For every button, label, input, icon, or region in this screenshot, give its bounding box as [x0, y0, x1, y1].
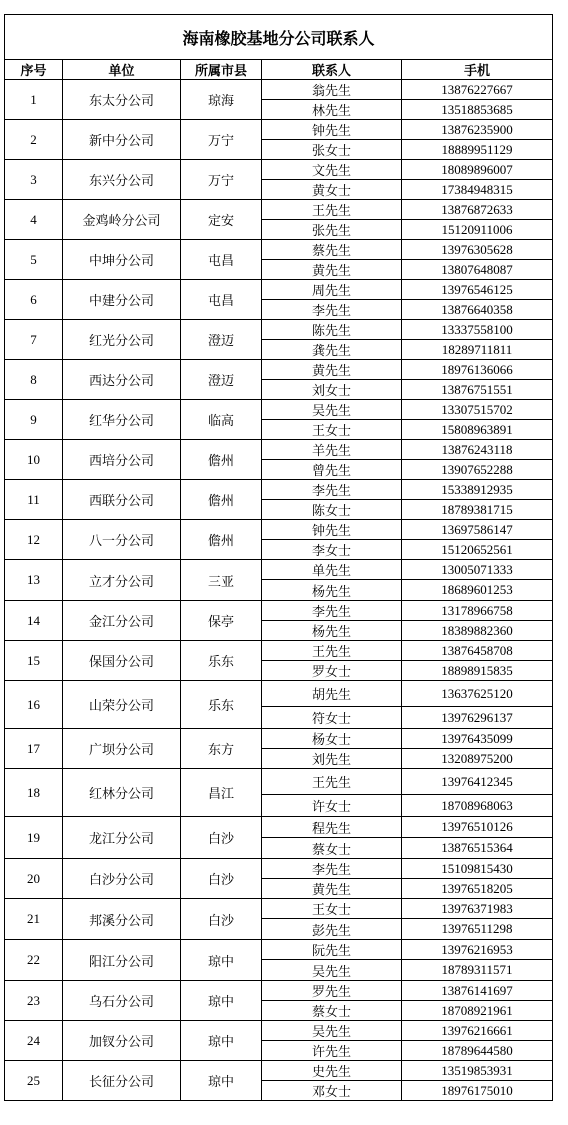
row-number: 22 [5, 940, 63, 981]
contact-name: 杨先生 [262, 580, 402, 601]
phone-number: 13876141697 [402, 981, 553, 1001]
row-number: 10 [5, 440, 63, 480]
contact-name: 蔡先生 [262, 240, 402, 260]
contact-name: 李先生 [262, 480, 402, 500]
unit-name: 西联分公司 [63, 480, 181, 520]
table-row [5, 817, 553, 838]
phone-number: 13337558100 [402, 320, 553, 340]
city-name: 儋州 [181, 520, 262, 560]
phone-number: 15338912935 [402, 480, 553, 500]
unit-name: 山荣分公司 [63, 681, 181, 729]
table-row [5, 480, 553, 500]
row-number: 3 [5, 160, 63, 200]
table-row [5, 520, 553, 540]
city-name: 澄迈 [181, 360, 262, 400]
unit-name: 邦溪分公司 [63, 899, 181, 940]
row-number: 15 [5, 641, 63, 681]
unit-name: 红光分公司 [63, 320, 181, 360]
column-header-contact: 联系人 [262, 60, 402, 80]
table-row [5, 641, 553, 661]
contact-name: 王女士 [262, 420, 402, 440]
row-number: 14 [5, 601, 63, 641]
table-row [5, 400, 553, 420]
contact-name: 杨先生 [262, 621, 402, 641]
contact-name: 吴先生 [262, 1021, 402, 1041]
city-name: 琼海 [181, 80, 262, 120]
phone-number: 13876872633 [402, 200, 553, 220]
table-row [5, 120, 553, 140]
phone-number: 18789644580 [402, 1041, 553, 1061]
contact-name: 王先生 [262, 641, 402, 661]
row-number: 25 [5, 1061, 63, 1101]
city-name: 屯昌 [181, 240, 262, 280]
unit-name: 金鸡岭分公司 [63, 200, 181, 240]
row-number: 2 [5, 120, 63, 160]
contact-name: 陈女士 [262, 500, 402, 520]
contact-name: 曾先生 [262, 460, 402, 480]
phone-number: 18389882360 [402, 621, 553, 641]
phone-number: 13976510126 [402, 817, 553, 838]
city-name: 白沙 [181, 817, 262, 859]
phone-number: 15808963891 [402, 420, 553, 440]
city-name: 三亚 [181, 560, 262, 601]
phone-number: 18789381715 [402, 500, 553, 520]
phone-number: 13807648087 [402, 260, 553, 280]
contact-name: 刘先生 [262, 749, 402, 769]
phone-number: 17384948315 [402, 180, 553, 200]
unit-name: 乌石分公司 [63, 981, 181, 1021]
table-row [5, 899, 553, 919]
row-number: 18 [5, 769, 63, 817]
phone-number: 18089896007 [402, 160, 553, 180]
contact-name: 符女士 [262, 707, 402, 729]
contact-name: 单先生 [262, 560, 402, 580]
table-row [5, 981, 553, 1001]
phone-number: 18898915835 [402, 661, 553, 681]
table-row [5, 1021, 553, 1041]
unit-name: 立才分公司 [63, 560, 181, 601]
contact-name: 翁先生 [262, 80, 402, 100]
table-row [5, 601, 553, 621]
city-name: 东方 [181, 729, 262, 769]
city-name: 琼中 [181, 981, 262, 1021]
phone-number: 13976518205 [402, 879, 553, 899]
phone-number: 18889951129 [402, 140, 553, 160]
row-number: 19 [5, 817, 63, 859]
row-number: 21 [5, 899, 63, 940]
unit-name: 龙江分公司 [63, 817, 181, 859]
row-number: 17 [5, 729, 63, 769]
phone-number: 13876227667 [402, 80, 553, 100]
contact-name: 林先生 [262, 100, 402, 120]
city-name: 定安 [181, 200, 262, 240]
contact-name: 张先生 [262, 220, 402, 240]
table-row [5, 940, 553, 960]
column-header-phone: 手机 [402, 60, 553, 80]
row-number: 13 [5, 560, 63, 601]
contact-name: 王先生 [262, 200, 402, 220]
phone-number: 13519853931 [402, 1061, 553, 1081]
row-number: 11 [5, 480, 63, 520]
unit-name: 保国分公司 [63, 641, 181, 681]
column-header-unit: 单位 [63, 60, 181, 80]
unit-name: 东太分公司 [63, 80, 181, 120]
phone-number: 15109815430 [402, 859, 553, 879]
contact-name: 蔡女士 [262, 838, 402, 859]
contact-name: 王先生 [262, 769, 402, 795]
row-number: 24 [5, 1021, 63, 1061]
unit-name: 广坝分公司 [63, 729, 181, 769]
unit-name: 西达分公司 [63, 360, 181, 400]
contact-name: 陈先生 [262, 320, 402, 340]
unit-name: 新中分公司 [63, 120, 181, 160]
phone-number: 13178966758 [402, 601, 553, 621]
contact-name: 史先生 [262, 1061, 402, 1081]
unit-name: 长征分公司 [63, 1061, 181, 1101]
city-name: 儋州 [181, 440, 262, 480]
phone-number: 18289711811 [402, 340, 553, 360]
phone-number: 13637625120 [402, 681, 553, 707]
phone-number: 13876235900 [402, 120, 553, 140]
phone-number: 13976511298 [402, 919, 553, 940]
table-row [5, 681, 553, 707]
phone-number: 13976435099 [402, 729, 553, 749]
city-name: 澄迈 [181, 320, 262, 360]
phone-number: 13697586147 [402, 520, 553, 540]
phone-number: 13876515364 [402, 838, 553, 859]
table-row [5, 360, 553, 380]
phone-number: 13976412345 [402, 769, 553, 795]
table-row [5, 1061, 553, 1081]
unit-name: 中建分公司 [63, 280, 181, 320]
row-number: 20 [5, 859, 63, 899]
phone-number: 13208975200 [402, 749, 553, 769]
table-row [5, 200, 553, 220]
table-row [5, 80, 553, 100]
phone-number: 13876243118 [402, 440, 553, 460]
city-name: 琼中 [181, 940, 262, 981]
header-row [5, 60, 553, 80]
unit-name: 白沙分公司 [63, 859, 181, 899]
city-name: 万宁 [181, 160, 262, 200]
contact-name: 文先生 [262, 160, 402, 180]
contact-name: 龚先生 [262, 340, 402, 360]
table-row [5, 560, 553, 580]
city-name: 屯昌 [181, 280, 262, 320]
contact-name: 王女士 [262, 899, 402, 919]
contact-name: 邓女士 [262, 1081, 402, 1101]
phone-number: 13976305628 [402, 240, 553, 260]
row-number: 4 [5, 200, 63, 240]
phone-number: 18976175010 [402, 1081, 553, 1101]
city-name: 临高 [181, 400, 262, 440]
contacts-table [4, 14, 553, 1101]
unit-name: 东兴分公司 [63, 160, 181, 200]
contact-name: 黄先生 [262, 360, 402, 380]
row-number: 1 [5, 80, 63, 120]
contact-name: 羊先生 [262, 440, 402, 460]
contact-name: 李先生 [262, 601, 402, 621]
city-name: 乐东 [181, 641, 262, 681]
phone-number: 18689601253 [402, 580, 553, 601]
contact-name: 钟先生 [262, 120, 402, 140]
unit-name: 八一分公司 [63, 520, 181, 560]
table-row [5, 280, 553, 300]
unit-name: 红林分公司 [63, 769, 181, 817]
table-row [5, 440, 553, 460]
contact-name: 黄先生 [262, 879, 402, 899]
row-number: 9 [5, 400, 63, 440]
contact-name: 许先生 [262, 1041, 402, 1061]
table-row [5, 320, 553, 340]
contact-name: 阮先生 [262, 940, 402, 960]
unit-name: 西培分公司 [63, 440, 181, 480]
table-row [5, 769, 553, 795]
phone-number: 13976216661 [402, 1021, 553, 1041]
phone-number: 18789311571 [402, 960, 553, 981]
contact-name: 刘女士 [262, 380, 402, 400]
contact-name: 周先生 [262, 280, 402, 300]
table-row [5, 240, 553, 260]
contact-name: 杨女士 [262, 729, 402, 749]
table-row [5, 160, 553, 180]
contact-name: 罗女士 [262, 661, 402, 681]
phone-number: 15120652561 [402, 540, 553, 560]
contact-name: 吴先生 [262, 960, 402, 981]
contact-name: 张女士 [262, 140, 402, 160]
unit-name: 中坤分公司 [63, 240, 181, 280]
row-number: 23 [5, 981, 63, 1021]
row-number: 8 [5, 360, 63, 400]
contact-name: 胡先生 [262, 681, 402, 707]
contact-name: 李先生 [262, 300, 402, 320]
contact-name: 程先生 [262, 817, 402, 838]
contact-name: 吴先生 [262, 400, 402, 420]
city-name: 琼中 [181, 1061, 262, 1101]
contact-name: 罗先生 [262, 981, 402, 1001]
column-header-city: 所属市县 [181, 60, 262, 80]
city-name: 昌江 [181, 769, 262, 817]
phone-number: 13907652288 [402, 460, 553, 480]
unit-name: 金江分公司 [63, 601, 181, 641]
contact-name: 许女士 [262, 795, 402, 817]
contact-sheet [4, 14, 552, 1101]
city-name: 白沙 [181, 859, 262, 899]
unit-name: 加钗分公司 [63, 1021, 181, 1061]
contact-name: 黄先生 [262, 260, 402, 280]
phone-number: 13876458708 [402, 641, 553, 661]
row-number: 6 [5, 280, 63, 320]
phone-number: 18708921961 [402, 1001, 553, 1021]
city-name: 儋州 [181, 480, 262, 520]
phone-number: 18708968063 [402, 795, 553, 817]
phone-number: 13976296137 [402, 707, 553, 729]
phone-number: 13005071333 [402, 560, 553, 580]
city-name: 保亭 [181, 601, 262, 641]
table-row [5, 729, 553, 749]
unit-name: 阳江分公司 [63, 940, 181, 981]
phone-number: 13307515702 [402, 400, 553, 420]
column-header-no: 序号 [5, 60, 63, 80]
city-name: 万宁 [181, 120, 262, 160]
page-title: 海南橡胶基地分公司联系人 [5, 15, 553, 60]
city-name: 琼中 [181, 1021, 262, 1061]
unit-name: 红华分公司 [63, 400, 181, 440]
row-number: 5 [5, 240, 63, 280]
contact-name: 彭先生 [262, 919, 402, 940]
contact-name: 钟先生 [262, 520, 402, 540]
city-name: 白沙 [181, 899, 262, 940]
phone-number: 13518853685 [402, 100, 553, 120]
contact-name: 李先生 [262, 859, 402, 879]
city-name: 乐东 [181, 681, 262, 729]
table-row [5, 859, 553, 879]
phone-number: 18976136066 [402, 360, 553, 380]
phone-number: 13976371983 [402, 899, 553, 919]
row-number: 12 [5, 520, 63, 560]
row-number: 7 [5, 320, 63, 360]
contact-name: 李女士 [262, 540, 402, 560]
contact-name: 蔡女士 [262, 1001, 402, 1021]
phone-number: 15120911006 [402, 220, 553, 240]
phone-number: 13976216953 [402, 940, 553, 960]
contact-name: 黄女士 [262, 180, 402, 200]
phone-number: 13976546125 [402, 280, 553, 300]
table-body [5, 80, 553, 1101]
phone-number: 13876751551 [402, 380, 553, 400]
phone-number: 13876640358 [402, 300, 553, 320]
row-number: 16 [5, 681, 63, 729]
